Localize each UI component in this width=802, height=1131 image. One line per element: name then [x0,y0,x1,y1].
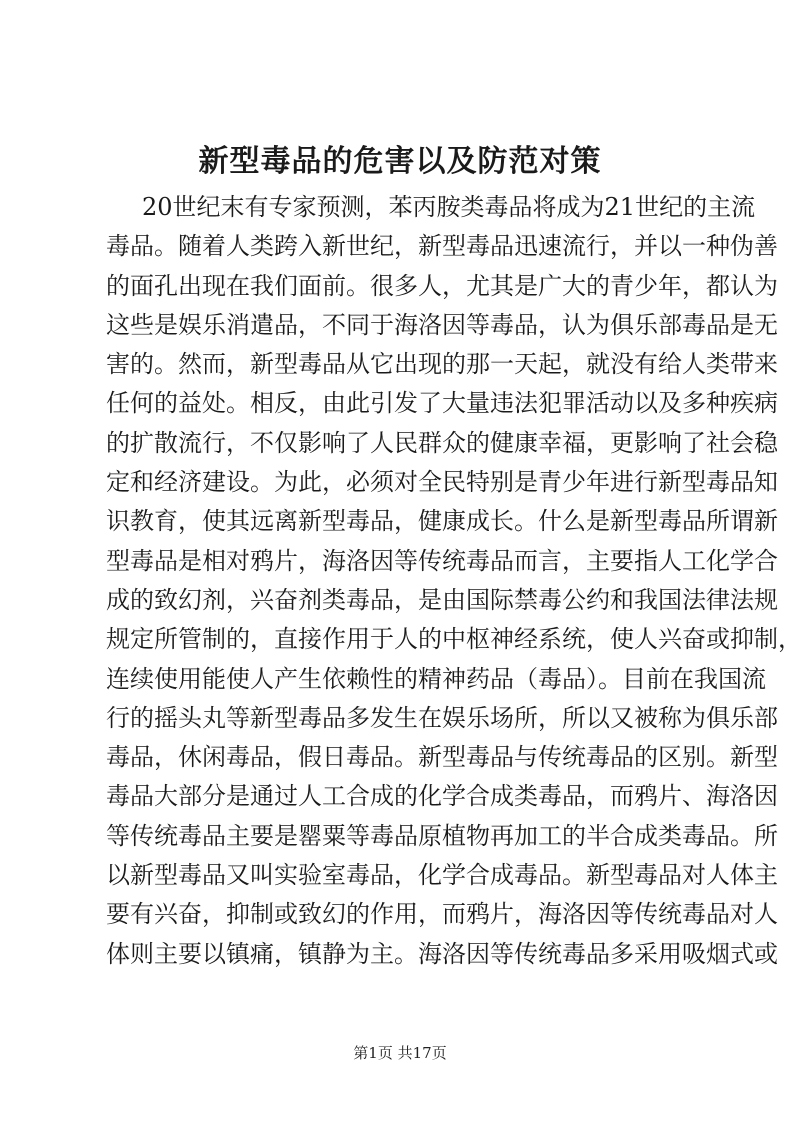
body-line: 任何的益处。相反，由此引发了大量违法犯罪活动以及多种疾病 [106,389,778,418]
document-body [106,188,802,974]
body-line: 识教育，使其远离新型毒品，健康成长。什么是新型毒品所谓新 [106,507,778,536]
body-line: 定和经济建设。为此，必须对全民特别是青少年进行新型毒品知 [106,468,778,497]
body-line: 的扩散流行，不仅影响了人民群众的健康幸福，更影响了社会稳 [106,428,778,457]
body-line: 型毒品是相对鸦片，海洛因等传统毒品而言，主要指人工化学合 [106,546,778,575]
document-title: 新型毒品的危害以及防范对策 [198,144,602,179]
body-line: 行的摇头丸等新型毒品多发生在娱乐场所，所以又被称为俱乐部 [106,703,778,732]
body-line: 成的致幻剂，兴奋剂类毒品，是由国际禁毒公约和我国法律法规 [106,585,778,614]
body-line: 害的。然而，新型毒品从它出现的那一天起，就没有给人类带来 [106,350,778,379]
body-line: 以新型毒品又叫实验室毒品，化学合成毒品。新型毒品对人体主 [106,861,778,890]
body-line: 体则主要以镇痛，镇静为主。海洛因等传统毒品多采用吸烟式或 [106,939,778,968]
body-line: 要有兴奋，抑制或致幻的作用，而鸦片，海洛因等传统毒品对人 [106,900,778,929]
body-line: 毒品大部分是通过人工合成的化学合成类毒品，而鸦片、海洛因 [106,782,778,811]
body-line: 的面孔出现在我们面前。很多人，尤其是广大的青少年，都认为 [106,271,778,300]
body-line: 这些是娱乐消遣品，不同于海洛因等毒品，认为俱乐部毒品是无 [106,310,778,339]
body-line: 毒品。随着人类跨入新世纪，新型毒品迅速流行，并以一种伪善 [106,232,778,261]
body-line: 等传统毒品主要是罂粟等毒品原植物再加工的半合成类毒品。所 [106,821,778,850]
body-line: 毒品，休闲毒品，假日毒品。新型毒品与传统毒品的区别。新型 [106,743,778,772]
page-number-footer: 第1页 共17页 [353,1044,447,1062]
body-line: 规定所管制的，直接作用于人的中枢神经系统，使人兴奋或抑制， [106,625,802,654]
body-line: 连续使用能使人产生依赖性的精神药品（毒品）。目前在我国流 [106,664,766,693]
body-line: 20世纪末有专家预测，苯丙胺类毒品将成为21世纪的主流 [142,193,756,221]
